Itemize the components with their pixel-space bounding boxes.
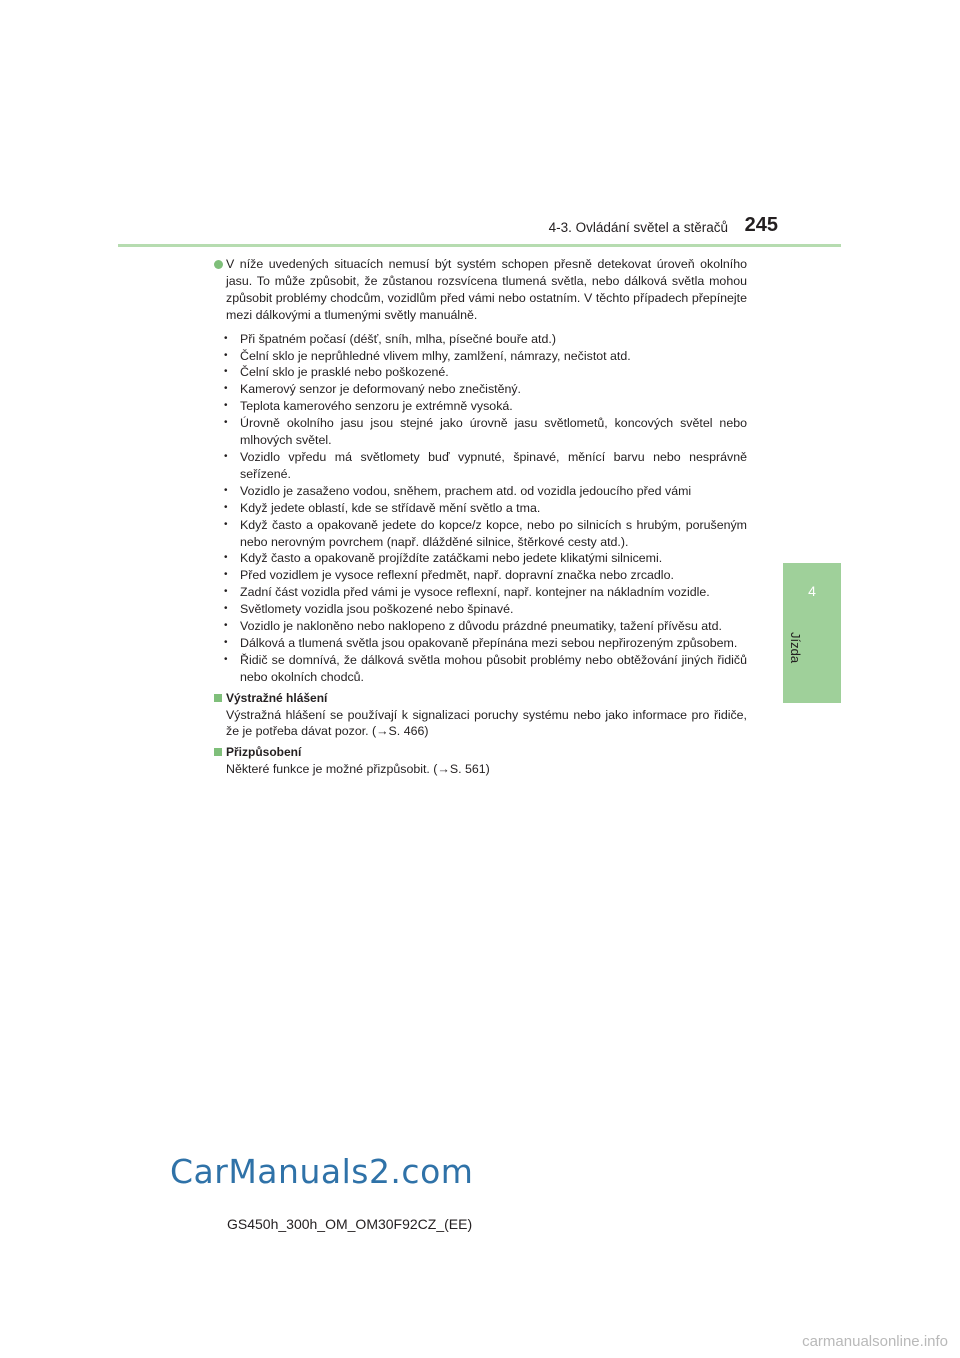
customization-heading-text: Přizpůsobení — [226, 745, 302, 760]
list-item: • Při špatném počasí (déšť, sníh, mlha, písečné bouře atd.) — [240, 331, 747, 348]
chapter-number: 4 — [808, 583, 816, 599]
intro-paragraph — [214, 256, 747, 324]
warning-heading — [214, 690, 747, 707]
list-item: • Kamerový senzor je deformovaný nebo znečistěný. — [240, 381, 747, 398]
list-item: • Světlomety vozidla jsou poškozené nebo špinavé. — [240, 601, 747, 618]
list-item: • Zadní část vozidla před vámi je vysoce reflexní, např. kontejner na nákladním vozidle. — [240, 584, 747, 601]
carmanuals-watermark: CarManuals2.com — [170, 1152, 474, 1191]
warning-heading-text: Výstražné hlášení — [226, 690, 328, 705]
list-item: • Když často a opakovaně projíždíte zatáčkami nebo jedete klikatými silnicemi. — [240, 550, 747, 567]
page-number: 245 — [744, 214, 778, 236]
list-item: • Vozidlo vpředu má světlomety buď vypnuté, špinavé, měnící barvu nebo nesprávně seřízené. — [240, 449, 747, 483]
site-watermark: carmanualsonline.info — [802, 1333, 948, 1350]
conditions-list — [214, 331, 747, 686]
list-item: • Když jedete oblastí, kde se střídavě mění světlo a tma. — [240, 500, 747, 517]
document-id: GS450h_300h_OM_OM30F92CZ_(EE) — [227, 1216, 473, 1232]
list-item: • Čelní sklo je neprůhledné vlivem mlhy, zamlžení, námrazy, nečistot atd. — [240, 348, 747, 365]
intro-text: V níže uvedených situacích nemusí být systém schopen přesně detekovat úroveň okolního jasu. To může způsobit, že zůstanou rozsvícena tlumená světla, nebo dálková světla mohou způsobit problémy chodcům, vozidlům před vámi nebo ostatním. V těchto případech přepínejte mezi dálkovými a tlumenými světly manuálně. — [226, 257, 747, 322]
list-item: • Vozidlo je nakloněno nebo naklopeno z důvodu prázdné pneumatiky, tažení přívěsu atd. — [240, 618, 747, 635]
list-item: • Čelní sklo je prasklé nebo poškozené. — [240, 364, 747, 381]
warning-section — [214, 690, 747, 741]
list-item: • Když často a opakovaně jedete do kopce/z kopce, nebo po silnicích s hrubým, porušeným nebo nerovným povrchem (např. dlážděné silnice, štěrkové cesty atd.). — [240, 517, 747, 551]
customization-heading — [214, 744, 747, 761]
list-item: • Vozidlo je zasaženo vodou, sněhem, prachem atd. od vozidla jedoucího před vámi — [240, 483, 747, 500]
customization-body: Některé funkce je možné přizpůsobit. (→S. 561) — [226, 762, 490, 777]
warning-body: Výstražná hlášení se používají k signalizaci poruchy systému nebo jako informace pro řidiče, že je potřeba dávat pozor. (→S. 466) — [226, 707, 747, 739]
list-item: • Úrovně okolního jasu jsou stejné jako úrovně jasu světlometů, koncových světel nebo mlhových světel. — [240, 415, 747, 449]
circle-bullet-icon — [214, 260, 223, 269]
customization-section — [214, 744, 747, 778]
square-bullet-icon — [214, 694, 222, 702]
square-bullet-icon — [214, 748, 222, 756]
chapter-label: Jízda — [788, 632, 803, 664]
list-item: • Před vozidlem je vysoce reflexní předmět, např. dopravní značka nebo zrcadlo. — [240, 567, 747, 584]
section-title: 4-3. Ovládání světel a stěračů — [548, 220, 728, 235]
list-item: • Řidič se domnívá, že dálková světla mohou působit problémy nebo obtěžování jiných řidičů nebo okolních chodců. — [240, 652, 747, 686]
page-content — [214, 256, 747, 778]
list-item: • Dálková a tlumená světla jsou opakovaně přepínána mezi sebou nepřirozeným způsobem. — [240, 635, 747, 652]
header-divider — [118, 244, 841, 247]
list-item: • Teplota kamerového senzoru je extrémně vysoká. — [240, 398, 747, 415]
